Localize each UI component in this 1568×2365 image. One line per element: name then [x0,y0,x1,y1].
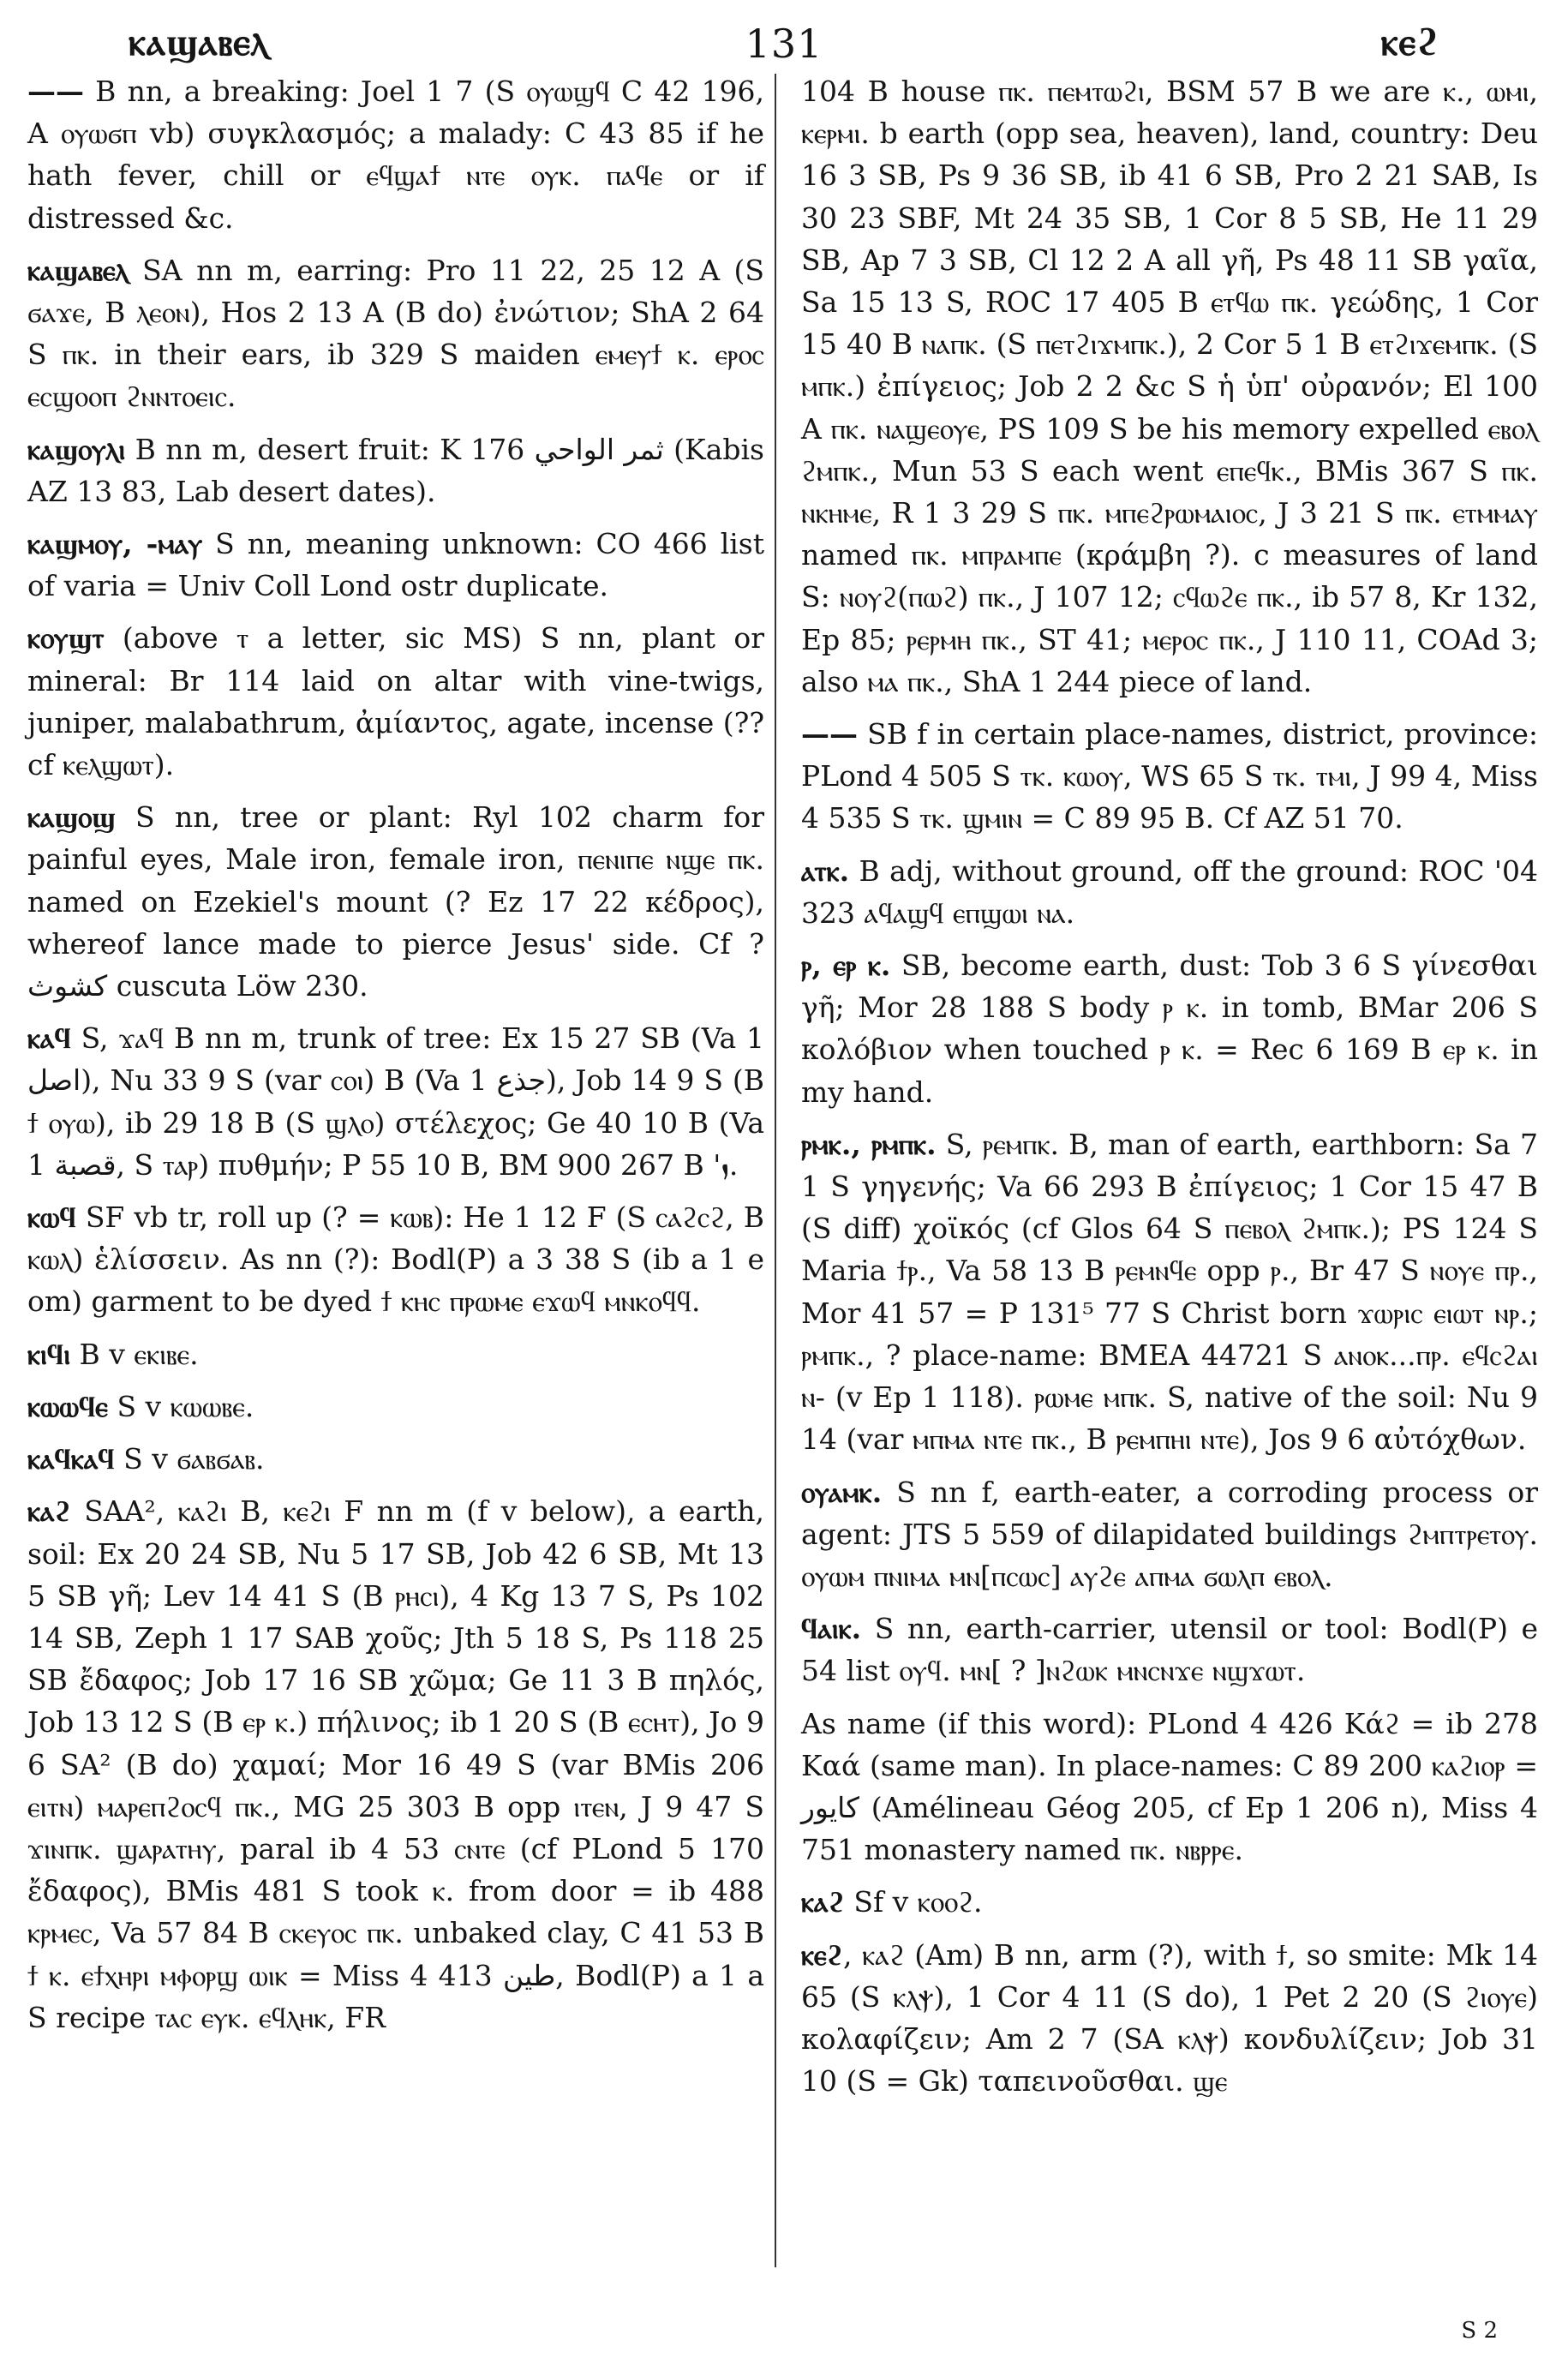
entry-headword: ⲁⲧⲕ. [801,853,850,888]
dictionary-entry [801,944,1538,1113]
entry-headword: ⲟⲩⲁⲙⲕ. [801,1475,883,1509]
entry-headword: ⲕⲁϩ [27,1494,71,1529]
dictionary-entry [27,1438,764,1480]
dictionary-entry [801,1123,1538,1461]
entry-headword: ⲕⲱⲱϥⲉ [27,1389,108,1423]
dictionary-entry [801,1703,1538,1871]
entry-text: Sf v ⲕⲟⲟϩ. [844,1885,983,1919]
dictionary-entry [801,1608,1538,1691]
entry-text: 104 B house ⲡⲕ. ⲡⲉⲙⲧⲱϩⲓ, BSM 57 B we are ⲕ., ⲱⲙⲓ, ⲕⲉⲣⲙⲓ. b earth (opp sea, heaven), land, country: Deu 16 3 SB, Ps 9 36 SB, ib 41 6 SB, Pro 2 21 SAB, Is 30 23 SBF, Mt 24 35 SB, 1 Cor 8 5 SB, He 11 29 SB, Ap 7 3 SB, Cl 12 2 A all γῆ, Ps 48 11 SB γαῖα, Sa 15 13 S, ROC 17 405 B ⲉⲧϥⲱ ⲡⲕ. γεώδης, 1 Cor 15 40 B ⲛⲁⲡⲕ. (S ⲡⲉⲧϩⲓϫⲙⲡⲕ.), 2 Cor 5 1 B ⲉⲧϩⲓϫⲉⲙⲡⲕ. (S ⲙⲡⲕ.) ἐπίγειος; Job 2 2 &c S ἡ ὑπ' οὐρανόν; El 100 A ⲡⲕ. ⲛⲁϣⲉⲟⲩⲉ, PS 109 S be his memory expelled ⲉⲃⲟⲗ ϩⲙⲡⲕ., Mun 53 S each went ⲉⲡⲉϥⲕ., BMis 367 S ⲡⲕ. ⲛⲕⲏⲙⲉ, R 1 3 29 S ⲡⲕ. ⲙⲡⲉϩⲣⲱⲙⲁⲓⲟⲥ, J 3 21 S ⲡⲕ. ⲉⲧⲙⲙⲁⲩ named ⲡⲕ. ⲙⲡⲣⲁⲙⲡⲉ (κράμβη ?). c measures of land S: ⲛⲟⲩϩ(ⲡⲱϩ) ⲡⲕ., J 107 12; ⲥϥⲱϩⲉ ⲡⲕ., ib 57 8, Kr 132, Ep 85; ⲣⲉⲣⲙⲏ ⲡⲕ., ST 41; ⲙⲉⲣⲟⲥ ⲡⲕ., J 110 11, COAd 3; also ⲙⲁ ⲡⲕ., ShA 1 244 piece of land. [801,75,1538,698]
header-right-guideword: ⲕⲉϩ [1380,21,1439,64]
entry-headword: ⲣⲙⲕ., ⲣⲙⲡⲕ. [801,1127,937,1161]
dictionary-entry [27,1490,764,2039]
entry-text: B nn, a breaking: Joel 1 7 (S ⲟⲩⲱϣϥ C 42 196, A ⲟⲩⲱϭⲡ vb) συγκλασμός; a malady: C 43 85 if he hath fever, chill or ⲉϥϣⲁϯ ⲛⲧⲉ ⲟⲩⲕ. ⲡⲁϥⲉ or if distressed &c. [27,75,764,235]
page-header [26,21,1542,72]
entry-headword: ϥⲁⲓⲕ. [801,1612,862,1646]
entry-headword: —— [27,75,84,108]
dictionary-entry [27,523,764,607]
dictionary-entry [27,70,764,239]
page-number: 131 [745,21,823,67]
entry-text: B v ⲉⲕⲓⲃⲉ. [70,1337,199,1371]
header-left-guideword: ⲕⲁϣⲁⲃⲉⲗ [129,21,269,64]
entry-headword: ⲕⲓϥⲓ [27,1337,71,1371]
dictionary-entry [27,1386,764,1428]
entry-text: S nn, meaning unknown: CO 466 list of varia = Univ Coll Lond ostr duplicate. [27,527,764,603]
entry-text: , ⲕⲁϩ (Am) B nn, arm (?), with ϯ, so smite: Mk 14 65 (S ⲕⲗⲯ), 1 Cor 4 11 (S do), 1 Pet 2 20 (S ϩⲓⲟⲩⲉ) κολαφίζειν; Am 2 7 (SA ⲕⲗⲯ) κονδυλίζειν; Job 31 10 (S = Gk) ταπεινοῦσθαι. ϣⲉ [801,1937,1538,2099]
entry-text: S nn f, earth-eater, a corroding process or agent: JTS 5 559 of dilapidated buildings ϩⲙⲡⲧⲣⲉⲧⲟⲩ. ⲟⲩⲱⲙ ⲡⲛⲓⲙⲁ ⲙⲛ[ⲡⲥⲱⲥ] ⲁⲩϩⲉ ⲁⲡⲙⲁ ϭⲱⲗⲡ ⲉⲃⲟⲗ. [801,1475,1538,1593]
left-column [27,70,764,2049]
dictionary-entry [27,796,764,1007]
entry-headword: ⲕⲁϥⲕⲁϥ [27,1442,115,1476]
entry-text: SB, become earth, dust: Tob 3 6 S γίνεσθαι γῆ; Mor 28 188 S body ⲣ ⲕ. in tomb, BMar 206 S κολόβιον when touched ⲣ ⲕ. = Rec 6 169 B ⲉⲣ ⲕ. in my hand. [801,949,1539,1109]
entry-headword: ⲕⲱϥ [27,1200,76,1235]
entry-headword: ⲕⲉϩ [801,1937,844,1972]
entry-text: SB f in certain place-names, district, province: PLond 4 505 S ⲧⲕ. ⲕⲱⲟⲩ, WS 65 S ⲧⲕ. ⲧⲙⲓ, J 99 4, Miss 4 535 S ⲧⲕ. ϣⲙⲓⲛ = C 89 95 B. Cf AZ 51 70. [801,717,1538,835]
dictionary-entry [801,713,1538,840]
signature-mark: S 2 [1461,2318,1498,2344]
entry-text: S, ⲣⲉⲙⲡⲕ. B, man of earth, earthborn: Sa 7 1 S γηγενής; Va 66 293 B ἐπίγειος; 1 Cor 15 47 B (S diff) χοϊκός (cf Glos 64 S ⲡⲉⲃⲟⲗ ϩⲙⲡⲕ.); PS 124 S Maria ϯⲣ., Va 58 13 B ⲣⲉⲙⲛϥⲉ opp ⲣ., Br 47 S ⲛⲟⲩⲉ ⲡⲣ., Mor 41 57 = P 131⁵ 77 S Christ born ϫⲱⲣⲓⲥ ⲉⲓⲱⲧ ⲛⲣ.; ⲣⲙⲡⲕ., ? place-name: BMEA 44721 S ⲁⲛⲟⲕ...ⲡⲣ. ⲉϥⲥϩⲁⲓ ⲛ- (v Ep 1 118). ⲣⲱⲙⲉ ⲙⲡⲕ. S, native of the soil: Nu 9 14 (var ⲙⲡⲙⲁ ⲛⲧⲉ ⲡⲕ., B ⲣⲉⲙⲡⲏⲓ ⲛⲧⲉ), Jos 9 6 αὐτόχθων. [801,1127,1538,1457]
dictionary-entry [27,249,764,418]
entry-headword: ⲣ, ⲉⲣ ⲕ. [801,949,891,983]
entry-text: (above ⲧ a letter, sic MS) S nn, plant or mineral: Br 114 laid on altar with vine-twigs, juniper, malabathrum, ἀμίαντος, agate, incense (?? cf ⲕⲉⲗϣⲱⲧ). [27,621,765,782]
right-column [801,70,1538,2112]
dictionary-entry [27,1196,764,1323]
entry-text: S nn, earth-carrier, utensil or tool: Bodl(P) e 54 list ⲟⲩϥ. ⲙⲛ[ ? ]ⲛϩⲱⲕ ⲙⲛⲥⲛϫⲉ ⲛϣϫⲱⲧ. [801,1612,1538,1688]
entry-text: S v ϭⲁⲃϭⲁⲃ. [114,1442,265,1476]
entry-headword: ⲕⲁϥ [27,1021,71,1056]
entry-headword: ⲕⲁϣⲟϣ [27,800,116,835]
dictionary-entry [27,1017,764,1186]
entry-text: As name (if this word): PLond 4 426 Κάϩ = ib 278 Καά (same man). In place-names: C 89 200 ⲕⲁϩⲓⲟⲣ = كايور (Amélineau Géog 205, cf Ep 1 206 n), Miss 4 751 monastery named ⲡⲕ. ⲛⲃⲣⲣⲉ. [801,1706,1538,1867]
entry-text: S, ϫⲁϥ B nn m, trunk of tree: Ex 15 27 SB (Va 1 اصل), Nu 33 9 S (var ⲥⲟⲓ) B (Va 1 جذع), Job 14 9 S (B ϯ ⲟⲩⲱ), ib 29 18 B (S ϣⲗⲟ) στέλεχος; Ge 40 10 B (Va 1 قصبة, S ⲧⲁⲣ) πυθμήν; P 55 10 B, BM 900 267 B 'ܙ. [27,1021,764,1182]
dictionary-entry [27,428,764,512]
dictionary-entry [801,1934,1538,2103]
entry-text: SAA², ⲕⲁϩⲓ B, ⲕⲉϩⲓ F nn m (f v below), a earth, soil: Ex 20 24 SB, Nu 5 17 SB, Job 42 6 SB, Mt 13 5 SB γῆ; Lev 14 41 S (B ⲣⲏⲥⲓ), 4 Kg 13 7 S, Ps 102 14 SB, Zeph 1 17 SAB χοῦς; Jth 5 18 S, Ps 118 25 SB ἔδαφος; Job 17 16 SB χῶμα; Ge 11 3 B πηλός, Job 13 12 S (B ⲉⲣ ⲕ.) πήλινος; ib 1 20 S (B ⲉⲥⲏⲧ), Jo 9 6 SA² (B do) χαμαί; Mor 16 49 S (var BMis 206 ⲉⲓⲧⲛ) ⲙⲁⲣⲉⲡϩⲟⲥϥ ⲡⲕ., MG 25 303 B opp ⲓⲧⲉⲛ, J 9 47 S ϫⲓⲛⲡⲕ. ϣⲁⲣⲁⲧⲏⲩ, paral ib 4 53 ⲥⲛⲧⲉ (cf PLond 5 170 ἔδαφος), BMis 481 S took ⲕ. from door = ib 488 ⲕⲣⲙⲉⲥ, Va 57 84 B ⲥⲕⲉⲩⲟⲥ ⲡⲕ. unbaked clay, C 41 53 B ϯ ⲕ. ⲉϯⲭⲏⲣⲓ ⲙⲫⲟⲣϣ ⲱⲓⲕ = Miss 4 413 طين, Bodl(P) a 1 a S recipe ⲧⲁⲥ ⲉⲩⲕ. ⲉϥⲗⲏⲕ, FR [27,1494,765,2034]
dictionary-entry [801,850,1538,934]
entry-headword: ⲕⲁϣⲙⲟⲩ, -ⲙⲁⲩ [27,527,203,561]
entry-headword: ⲕⲟⲩϣⲧ [27,621,105,656]
entry-text: B nn m, desert fruit: K 176 ثمر الواحي (Kabis AZ 13 83, Lab desert dates). [27,432,764,508]
dictionary-entry [801,1471,1538,1598]
entry-text: SF vb tr, roll up (? = ⲕⲱⲃ): He 1 12 F (S ⲥⲁϩⲥϩ, B ⲕⲱⲗ) ἑλίσσειν. As nn (?): Bodl(P) a 3 38 S (ib a 1 e om) garment to be dyed ϯ ⲕⲏⲥ ⲡⲣⲱⲙⲉ ⲉϫⲱϥ ⲙⲛⲕⲟϥϥ. [27,1200,764,1319]
entry-headword: ⲕⲁϣⲁⲃⲉⲗ [27,253,129,287]
dictionary-entry [801,1881,1538,1923]
entry-text: B adj, without ground, off the ground: ROC '04 323 ⲁϥⲁϣϥ ⲉⲡϣⲱⲓ ⲛⲁ. [801,853,1538,930]
entry-text: SA nn m, earring: Pro 11 22, 25 12 A (S ϭⲁϫⲉ, B ⲗⲉⲟⲛ), Hos 2 13 A (B do) ἐνώτιον; ShA 2 64 S ⲡⲕ. in their ears, ib 329 S maiden ⲉⲙⲉⲩϯ ⲕ. ⲉⲣⲟⲥ ⲉⲥϣⲟⲟⲡ ϩⲛⲛⲧⲟⲉⲓⲥ. [27,253,764,414]
entry-headword: ⲕⲁϣⲟⲩⲗⲓ [27,432,126,466]
dictionary-entry [27,617,764,786]
column-divider [775,74,776,2267]
entry-text: S nn, tree or plant: Ryl 102 charm for painful eyes, Male iron, female iron, ⲡⲉⲛⲓⲡⲉ ⲛϣⲉ ⲡⲕ. named on Ezekiel's mount (? Ez 17 22 κέδρος), whereof lance made to pierce Jesus' side. Cf ? كشوث cuscuta Löw 230. [27,800,764,1003]
dictionary-entry [801,70,1538,703]
entry-headword: —— [801,717,858,751]
dictionary-entry [27,1333,764,1375]
entry-text: S v ⲕⲱⲱⲃⲉ. [107,1389,254,1423]
entry-headword: ⲕⲁϩ [801,1885,845,1919]
